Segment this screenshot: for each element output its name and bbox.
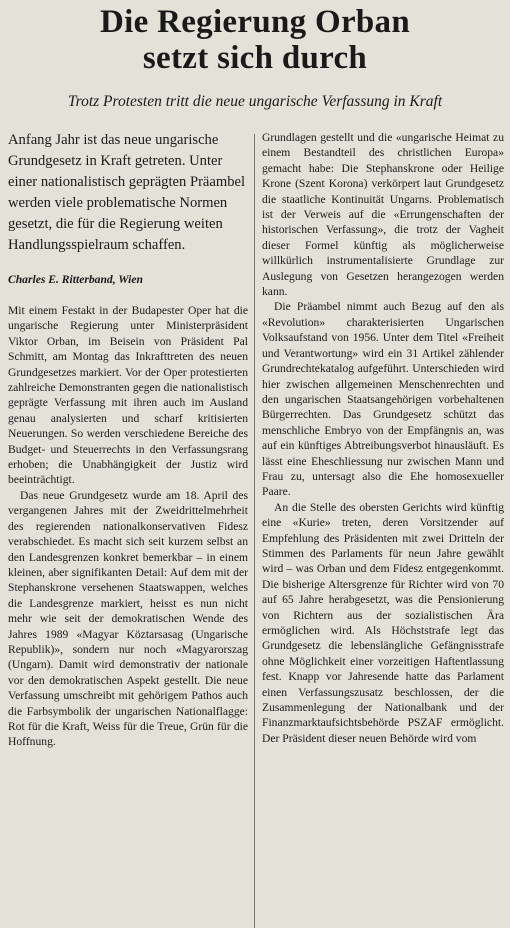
column-divider [254, 134, 255, 928]
body-paragraph: Grundlagen gestellt und die «ungarische Heimat zu einem Bestandteil des christlichen Europa» gemacht habe: Die Stephanskrone oder Heilige Krone (Szent Korona) verkörpert laut Grundgesetz die staatliche Kontinuität Ungarns. Problematisch ist der Verweis auf die «Errungenschaften der historischen Verfassung», die trotz der Vagheit dieser Formel künftig als möglicherweise willkürlich instrumentalisierte Grundlage zur Auslegung von Gesetzen herangezogen werden kann. [262, 131, 504, 299]
body-paragraph: An die Stelle des obersten Gerichts wird künftig eine «Kurie» treten, deren Vorsitzender auf Empfehlung des Präsidenten mit zwei Dritteln der Stimmen des Parlaments für neun Jahre gewählt wird – was Orban und dem Fidesz entgegenkommt. Die bisherige Altersgrenze für Richter wird von 70 auf 65 Jahre herabgesetzt, was die Pensionierung von Richtern aus der sozialistischen Ära ermöglichen wird. Als Höchststrafe legt das Grundgesetz die lebenslängliche Gefängnisstrafe ohne Möglichkeit einer vorzeitigen Haftentlassung fest. Knapp vor Jahresende hatte das Parlament einen Verfassungszusatz beschlossen, der die Zusammenlegung der Nationalbank und der Finanzmarktaufsichtsbehörde PSZAF ermöglicht. Der Präsident dieser neuen Behörde wird vom [262, 500, 504, 745]
headline-line-2: setzt sich durch [142, 40, 368, 76]
headline-line-1: Die Regierung Orban [99, 4, 410, 40]
body-paragraph: Das neue Grundgesetz wurde am 18. April des vergangenen Jahres mit der Zweidrittelmehrheit des regierenden nationalkonservativen Fidesz verabschiedet. Es macht sich seit kurzem selbst an den Landesgrenzen konkret bemerkbar – in einem kleinen, aber signifikanten Detail: Auf dem mit der Stephanskrone versehenen Staatswappen, welches die Landesgrenze markiert, heisst es nun nicht mehr wie seit der demokratischen Wende des Jahres 1989 «Magyar Köztarsasag (Ungarische Republik)», sondern nur noch «Magyarorszag (Ungarn). Damit wird demonstrativ der nationale vor den demokratischen Aspekt gestellt. Die neue Verfassung umschreibt mit gehörigem Pathos auch die Farbsymbolik der ungarischen Nationalflagge: Rot für die Kraft, Weiss für die Treue, Grün für die Hoffnung. [8, 488, 248, 749]
body-paragraph: Mit einem Festakt in der Budapester Oper hat die ungarische Regierung unter Ministerpräsident Viktor Orban, im Beisein von Präsident Pal Schmitt, am Montag das Inkrafttreten des neuen Grundgesetzes markiert. Vor der Oper protestierten zahlreiche Demonstranten gegen die nationalistisch geprägte Verfassung mit ihren auch im Ausland genau analysierten und scharf kritisierten Neuerungen. So werden verschiedene Bereiche des Budget- und Steuerrechts in den Verfassungsrang erhoben; die Unabhängigkeit der Justiz wird beeinträchtigt. [8, 304, 248, 487]
author-byline: Charles E. Ritterband, Wien [8, 273, 143, 286]
column-left [8, 130, 248, 750]
lead-paragraph: Anfang Jahr ist das neue ungarische Grundgesetz in Kraft getreten. Unter einer nationalistisch geprägten Präambel werden viele problematische Normen gesetzt, die für die Regierung weiten Handlungsspielraum schaffen. [8, 132, 246, 253]
body-paragraph: Die Präambel nimmt auch Bezug auf den als «Revolution» charakterisierten Ungarischen Volksaufstand von 1956. Unter dem Titel «Freiheit und Verantwortung» wird ein 31 Artikel zählender Grundrechtekatalog aufgeführt. Unterschieden wird hier zwischen allgemeinen Menschenrechten und den ungarischen Staatsangehörigen vorbehaltenen Bürgerrechten. Das Grundgesetz schützt das menschliche Embryo von der Empfängnis an, was auf ein künftiges Abtreibungsverbot hinausläuft. Es lässt eine Eheschliessung nur zwischen Mann und Frau zu, untersagt also die Ehe homosexueller Paare. [262, 300, 504, 499]
subheadline: Trotz Protesten tritt die neue ungarische Verfassung in Kraft [67, 93, 443, 110]
headline [0, 4, 510, 76]
column-right [262, 130, 504, 746]
